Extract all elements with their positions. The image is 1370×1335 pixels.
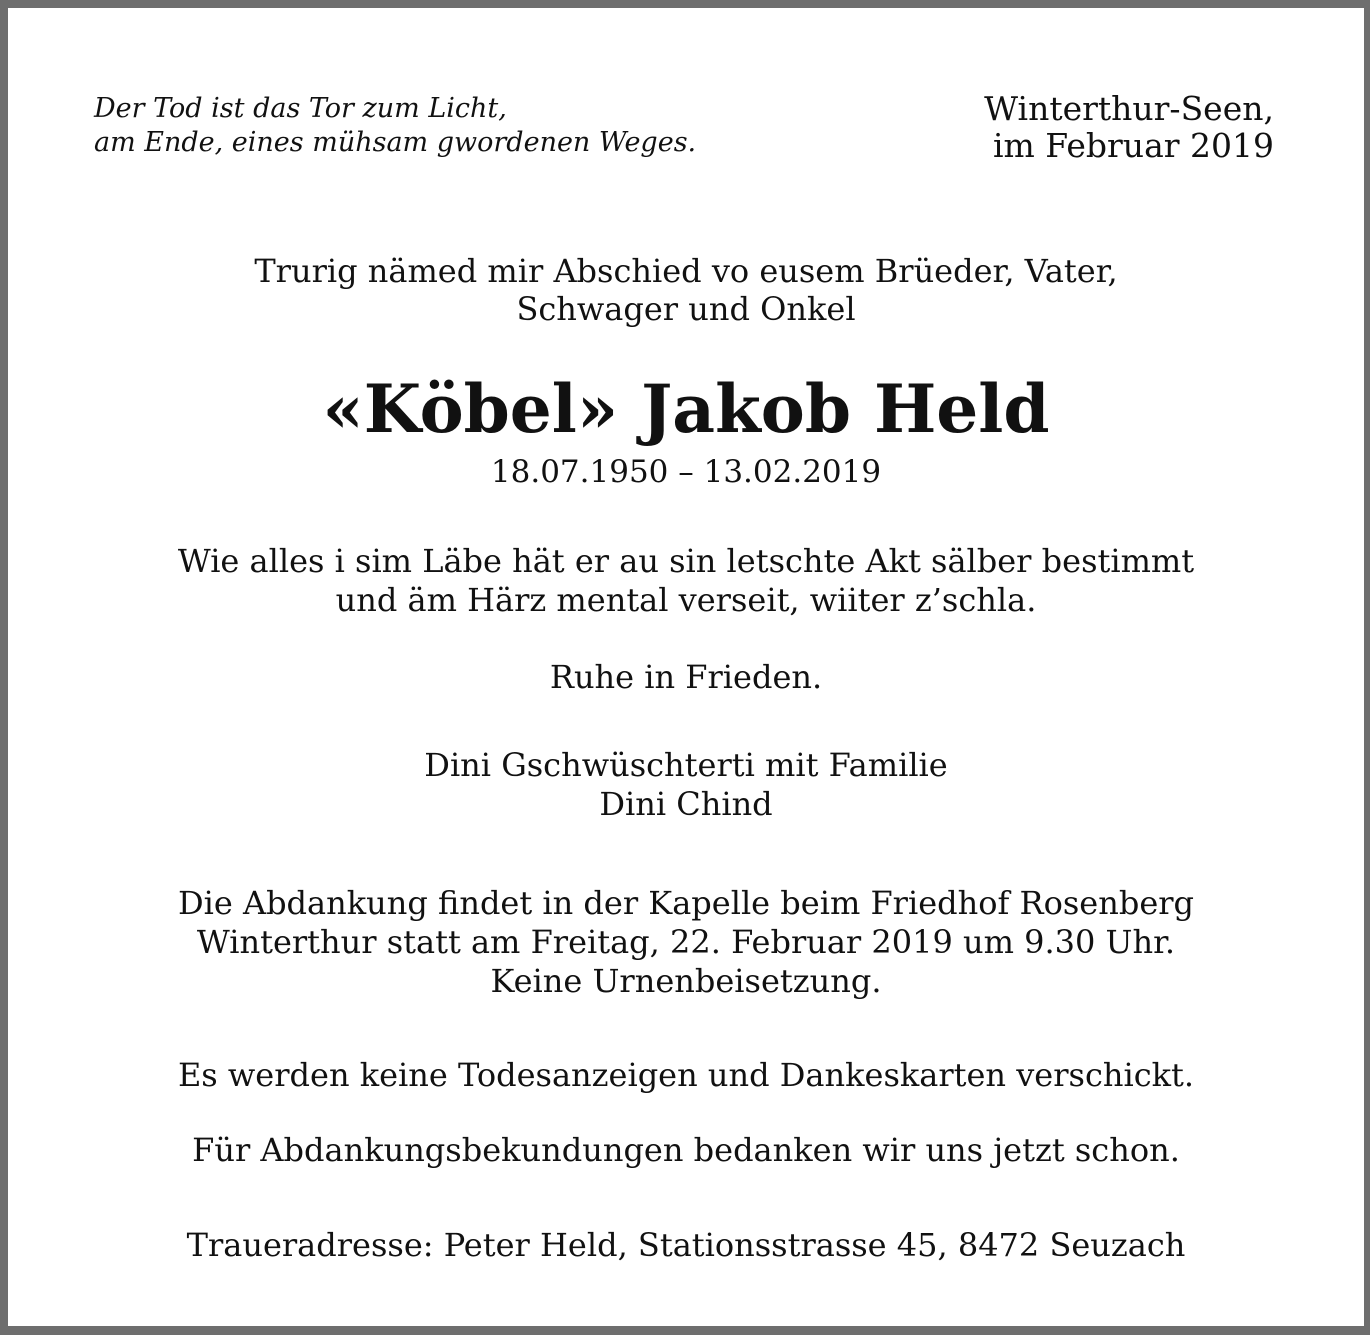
- motto-quote: [94, 92, 696, 160]
- family-signature: [8, 746, 1364, 824]
- obituary-notice: [8, 8, 1364, 1326]
- rest-in-peace: Ruhe in Frieden.: [549, 658, 823, 696]
- mourning-address: Traueradresse: Peter Held, Stationsstrasse 45, 8472 Seuzach: [186, 1226, 1186, 1264]
- intro-text: [8, 252, 1364, 328]
- text-line: und äm Härz mental verseit, wiiter z’schla.: [335, 581, 1037, 619]
- intro-line: Schwager und Onkel: [516, 290, 856, 328]
- text-line: Dini Gschwüschterti mit Familie: [424, 746, 948, 784]
- place-and-date: [984, 90, 1274, 164]
- legacy-paragraph: [8, 542, 1364, 620]
- ceremony-paragraph: [8, 884, 1364, 1001]
- text-line: Dini Chind: [599, 785, 773, 823]
- date-line: im Februar 2019: [992, 126, 1274, 165]
- motto-line: Der Tod ist das Tor zum Licht,: [94, 93, 507, 124]
- place-line: Winterthur-Seen,: [984, 89, 1274, 128]
- text-line: Wie alles i sim Läbe hät er au sin letschte Akt sälber bestimmt: [177, 542, 1195, 580]
- life-dates: 18.07.1950 – 13.02.2019: [490, 454, 882, 490]
- notice-paragraph: Es werden keine Todesanzeigen und Dankeskarten verschickt.: [177, 1056, 1195, 1094]
- deceased-name: «Köbel» Jakob Held: [322, 370, 1050, 448]
- text-line: Winterthur statt am Freitag, 22. Februar 2019 um 9.30 Uhr.: [196, 923, 1176, 961]
- text-line: Keine Urnenbeisetzung.: [490, 962, 882, 1000]
- motto-line: am Ende, eines mühsam gwordenen Weges.: [94, 127, 697, 158]
- intro-line: Trurig nämed mir Abschied vo eusem Brüeder, Vater,: [254, 252, 1118, 290]
- text-line: Die Abdankung findet in der Kapelle beim Friedhof Rosenberg: [177, 884, 1195, 922]
- thanks-paragraph: Für Abdankungsbekundungen bedanken wir uns jetzt schon.: [192, 1131, 1180, 1169]
